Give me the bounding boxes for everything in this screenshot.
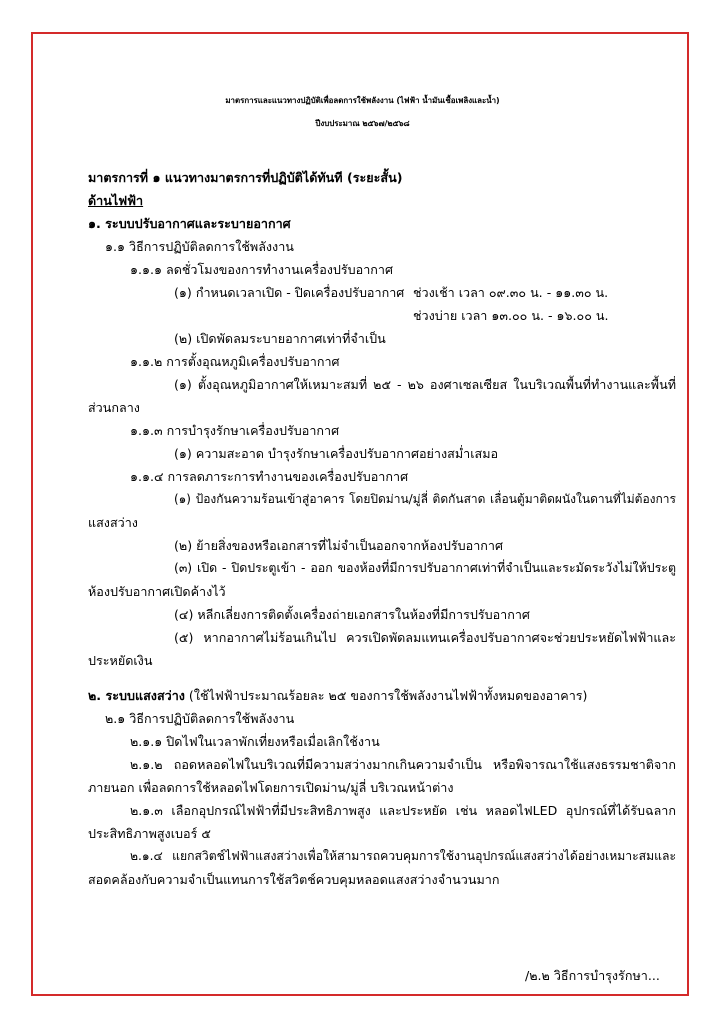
- s1-1-4-c-line2: ห้องปรับอากาศเปิดค้างไว้: [88, 584, 226, 599]
- s2-heading-title: ๒. ระบบแสงสว่าง: [88, 688, 185, 703]
- afternoon-schedule: ช่วงบ่าย เวลา ๑๓.๐๐ น. - ๑๖.๐๐ น.: [413, 308, 609, 323]
- s1-heading: ๑. ระบบปรับอากาศและระบายอากาศ: [88, 216, 291, 231]
- s2-1-4-line1: ๒.๑.๔ แยกสวิตช์ไฟฟ้าแสงสว่างเพื่อให้สามารถควบคุมการใช้งานอุปกรณ์แสงสว่างได้อย่างเหมาะสมและ: [130, 849, 676, 863]
- s1-1-4-b-item: (๒) ย้ายสิ่งของหรือเอกสารที่ไม่จำเป็นออกจากห้องปรับอากาศ: [174, 538, 503, 553]
- s1-1-3-item: ๑.๑.๓ การบำรุงรักษาเครื่องปรับอากาศ: [130, 423, 340, 438]
- s1-1-4-c-line1: (๓) เปิด - ปิดประตูเข้า - ออก ของห้องที่มีการปรับอากาศเท่าที่จำเป็นและระมัดระวังไม่ให้ประตู: [174, 560, 676, 575]
- s1-1-2-item: ๑.๑.๒ การตั้งอุณหภูมิเครื่องปรับอากาศ: [130, 354, 340, 369]
- s1-1-4-e-line2: ประหยัดเงิน: [88, 653, 153, 668]
- s1-1-4-d-item: (๔) หลีกเลี่ยงการติดตั้งเครื่องถ่ายเอกสารในห้องที่มีการปรับอากาศ: [174, 607, 530, 622]
- morning-schedule: ช่วงเช้า เวลา ๐๙.๓๐ น. - ๑๑.๓๐ น.: [413, 285, 609, 300]
- s2-heading: [88, 686, 587, 706]
- s2-1-3-line1: ๒.๑.๓ เลือกอุปกรณ์ไฟฟ้าที่มีประสิทธิภาพสูง และประหยัด เช่น หลอดไฟLED อุปกรณ์ที่ได้รับฉลาก: [130, 803, 676, 818]
- s1-1-2-a-line1: (๑) ตั้งอุณหภูมิอากาศให้เหมาะสมที่ ๒๕ - ๒๖ องศาเซลเซียส ในบริเวณพื้นที่ทำงานและพื้นที่: [174, 377, 676, 392]
- s2-1-2-line1: ๒.๑.๒ ถอดหลอดไฟในบริเวณที่มีความสว่างมากเกินความจำเป็น หรือพิจารณาใช้แสงธรรมชาติจาก: [130, 757, 676, 772]
- s2-1-item: ๒.๑ วิธีการปฏิบัติลดการใช้พลังงาน: [105, 711, 295, 726]
- measure-heading: มาตรการที่ ๑ แนวทางมาตรการที่ปฏิบัติได้ทันที (ระยะสั้น): [88, 170, 403, 185]
- fiscal-year-title: ปีงบประมาณ ๒๕๖๗/๒๕๖๘: [315, 119, 410, 128]
- s1-1-1-b-item: (๒) เปิดพัดลมระบายอากาศเท่าที่จำเป็น: [174, 331, 386, 346]
- s1-1-4-item: ๑.๑.๔ การลดภาระการทำงานของเครื่องปรับอากาศ: [130, 469, 409, 484]
- page-continuation-note: /๒.๒ วิธีการบำรุงรักษา...: [525, 968, 660, 983]
- section-electricity-heading: ด้านไฟฟ้า: [88, 193, 144, 208]
- s1-1-4-a-line1: (๑) ป้องกันความร้อนเข้าสู่อาคาร โดยปิดม่าน/มู่ลี่ ติดกันสาด เลื่อนตู้มาติดผนังในดานที่ไม่ต้องการ: [174, 492, 676, 506]
- s1-1-2-a-line2: ส่วนกลาง: [88, 400, 140, 415]
- s2-heading-note: (ใช้ไฟฟ้าประมาณร้อยละ ๒๕ ของการใช้พลังงานไฟฟ้าทั้งหมดของอาคาร): [184, 688, 588, 703]
- s1-1-item: ๑.๑ วิธีการปฏิบัติลดการใช้พลังงาน: [105, 239, 294, 254]
- s2-1-2-line2: ภายนอก เพื่อลดการใช้หลอดไฟโดยการเปิดม่าน/มู่ลี่ บริเวณหน้าต่าง: [88, 780, 454, 795]
- s2-1-1-item: ๒.๑.๑ ปิดไฟในเวลาพักเที่ยงหรือเมื่อเลิกใช้งาน: [130, 734, 380, 749]
- s2-1-4-line2: สอดคล้องกับความจำเป็นแทนการใช้สวิตช์ควบคุมหลอดแสงสว่างจำนวนมาก: [88, 872, 500, 887]
- s1-1-4-e-line1: (๕) หากอากาศไม่ร้อนเกินไป ควรเปิดพัดลมแทนเครื่องปรับอากาศจะช่วยประหยัดไฟฟ้าและ: [174, 630, 676, 645]
- s1-1-4-a-line2: แสงสว่าง: [88, 515, 138, 530]
- s1-1-1-item: ๑.๑.๑ ลดชั่วโมงของการทำงานเครื่องปรับอากาศ: [130, 262, 393, 277]
- s2-1-3-line2: ประสิทธิภาพสูงเบอร์ ๕: [88, 826, 211, 841]
- document-title: มาตรการและแนวทางปฏิบัติเพื่อลดการใช้พลังงาน (ไฟฟ้า น้ำมันเชื้อเพลิงและน้ำ): [225, 96, 500, 105]
- s1-1-1-a-item: (๑) กำหนดเวลาเปิด - ปิดเครื่องปรับอากาศ: [174, 285, 405, 300]
- s1-1-3-a-item: (๑) ความสะอาด บำรุงรักษาเครื่องปรับอากาศอย่างสม่ำเสมอ: [174, 446, 499, 461]
